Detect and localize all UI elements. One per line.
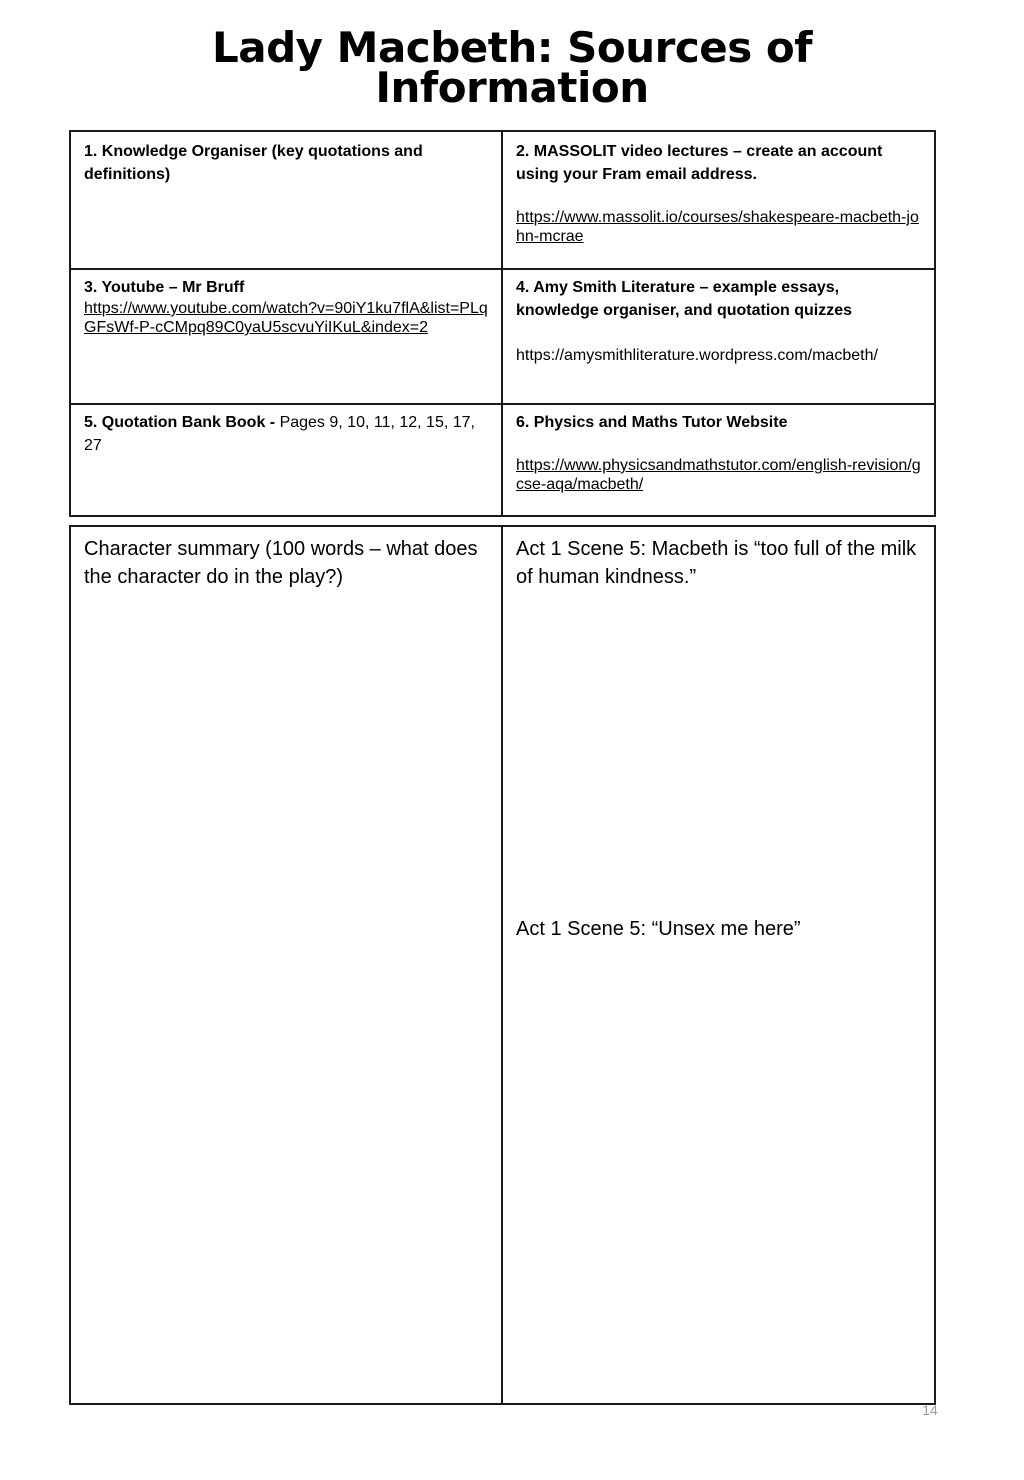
character-summary-cell[interactable] (70, 526, 502, 1404)
source-cell-5 (70, 404, 502, 516)
page-title-line1: Lady Macbeth: Sources of (212, 23, 812, 72)
source-4-heading: 4. Amy Smith Literature – example essays, knowledge organiser, and quotation quizzes (516, 279, 853, 319)
source-cell-2 (502, 131, 935, 269)
character-summary-prompt: Character summary (100 words – what does the character do in the play?) (84, 538, 478, 588)
source-5-heading: 5. Quotation Bank Book - (84, 414, 280, 431)
source-1-heading: 1. Knowledge Organiser (key quotations and definitions) (84, 143, 423, 183)
notes-table (69, 525, 936, 1405)
page-number: 14 (922, 1402, 938, 1418)
source-5-detail: Pages 9, 10, 11, 12, 15, 17, 27 (84, 414, 475, 454)
page-title-line2: Information (375, 63, 649, 112)
source-2-link[interactable]: https://www.massolit.io/courses/shakespeare-macbeth-john-mcrae (516, 209, 919, 245)
source-cell-3 (70, 269, 502, 404)
source-2-heading: 2. MASSOLIT video lectures – create an account using your Fram email address. (516, 143, 883, 183)
source-6-heading: 6. Physics and Maths Tutor Website (516, 414, 788, 431)
source-3-link[interactable]: https://www.youtube.com/watch?v=90iY1ku7flA&list=PLqGFsWf-P-cCMpq89C0yaU5scvuYiIKuL&index=2 (84, 300, 488, 336)
source-3-heading: 3. Youtube – Mr Bruff (84, 279, 245, 296)
quote-prompt-2: Act 1 Scene 5: “Unsex me here” (516, 918, 801, 940)
source-6-link[interactable]: https://www.physicsandmathstutor.com/english-revision/gcse-aqa/macbeth/ (516, 457, 921, 493)
source-cell-1 (70, 131, 502, 269)
sources-table (69, 130, 936, 517)
quotations-cell[interactable] (502, 526, 935, 1404)
page-title (0, 23, 1024, 112)
source-4-url: https://amysmithliterature.wordpress.com/macbeth/ (516, 347, 878, 364)
source-cell-4 (502, 269, 935, 404)
quote-prompt-1: Act 1 Scene 5: Macbeth is “too full of the milk of human kindness.” (516, 538, 917, 588)
source-cell-6 (502, 404, 935, 516)
